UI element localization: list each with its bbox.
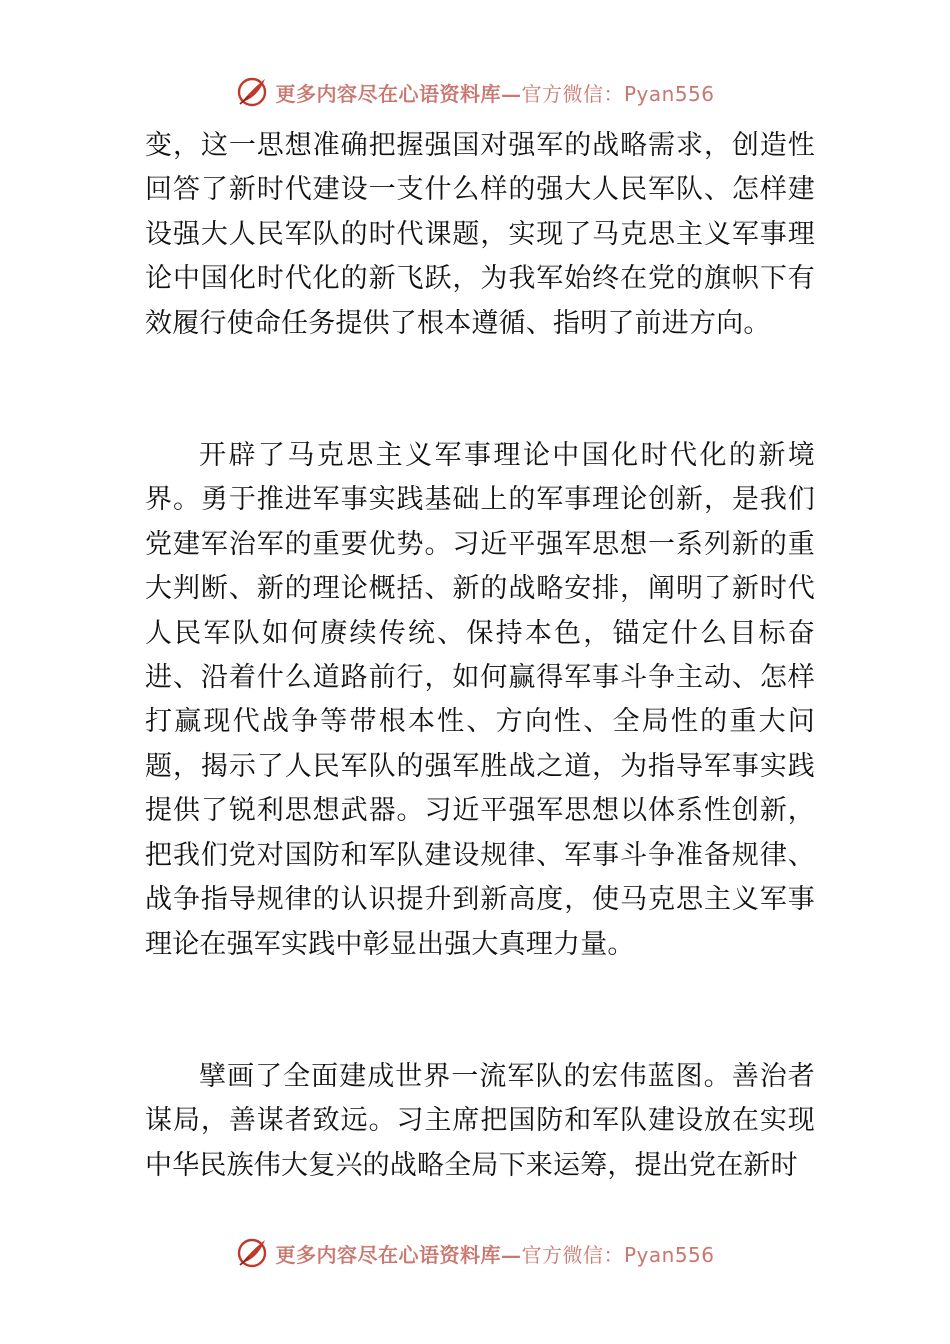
paragraph-theory-innovation: 开辟了马克思主义军事理论中国化时代化的新境界。勇于推进军事实践基础上的军事理论创新，是我们党建军治军的重要优势。习近平强军思想一系列新的重大判断、新的理论概括、新的战略安排，阐明了新时代人民军队如何赓续传统、保持本色，锚定什么目标奋进、沿着什么道路前行，如何赢得军事斗争主动、怎样打赢现代战争等带根本性、方向性、全局性的重大问题，揭示了人民军队的强军胜战之道，为指导军事实践提供了锐利思想武器。习近平强军思想以体系性创新，把我们党对国防和军队建设规律、军事斗争准备规律、战争指导规律的认识提升到新高度，使马克思主义军事理论在强军实践中彰显出强大真理力量。 <box>145 440 815 960</box>
header-wechat-id: Pyan556 <box>623 81 715 106</box>
feather-quill-logo-icon <box>235 1236 269 1270</box>
paragraph-continuation: 变，这一思想准确把握强国对强军的战略需求，创造性回答了新时代建设一支什么样的强大人民军队、怎样建设强大人民军队的时代课题，实现了马克思主义军事理论中国化时代化的新飞跃，为我军始终在党的旗帜下有效履行使命任务提供了根本遵循、指明了前进方向。 <box>145 130 815 339</box>
header-separator: — <box>500 81 522 106</box>
footer-banner <box>0 1231 950 1275</box>
header-banner-text <box>275 78 714 107</box>
paragraph-spacer <box>145 346 815 434</box>
paragraph-blueprint: 擘画了全面建成世界一流军队的宏伟蓝图。善治者谋局，善谋者致远。习主席把国防和军队建设放在实现中华民族伟大复兴的战略全局下来运筹，提出党在新时 <box>145 1060 815 1181</box>
footer-wechat-id: Pyan556 <box>623 1242 715 1267</box>
header-wechat-label: 官方微信： <box>521 81 624 106</box>
header-library-name: 更多内容尽在心语资料库 <box>275 81 501 106</box>
footer-library-name: 更多内容尽在心语资料库 <box>275 1242 501 1267</box>
document-body <box>145 124 815 1188</box>
paragraph-spacer <box>145 967 815 1055</box>
header-banner <box>0 70 950 114</box>
feather-quill-logo-icon <box>235 75 269 109</box>
footer-wechat-label: 官方微信： <box>521 1242 624 1267</box>
footer-banner-text <box>275 1239 714 1268</box>
footer-separator: — <box>500 1242 522 1267</box>
